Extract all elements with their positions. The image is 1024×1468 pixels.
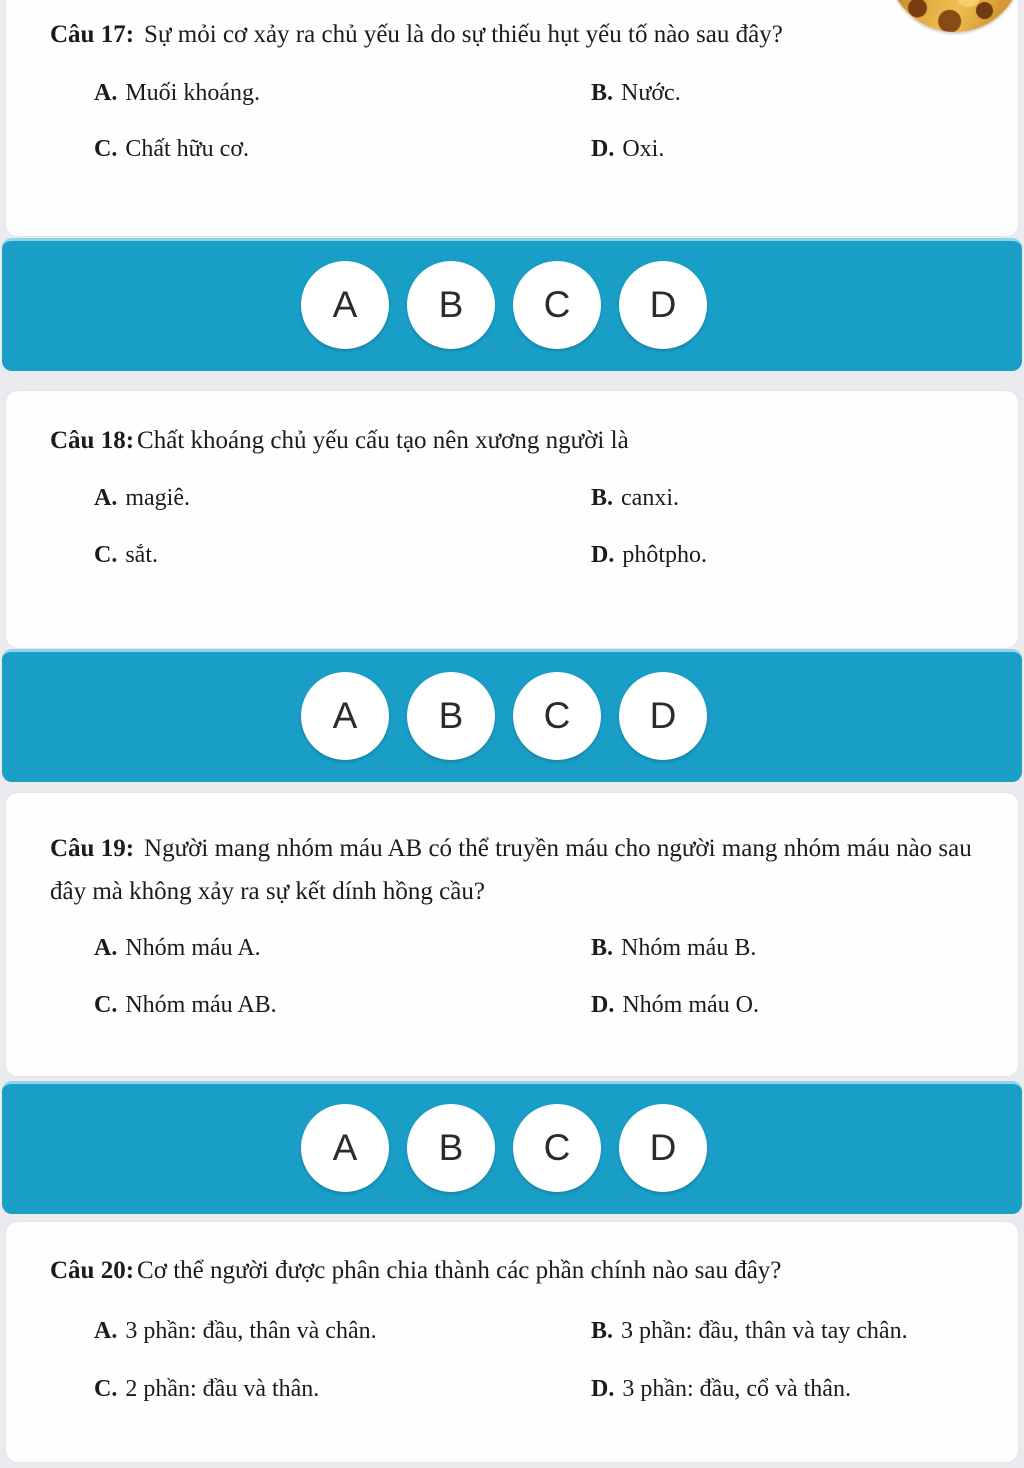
option-text: 3 phần: đầu, thân và tay chân. (621, 1318, 908, 1344)
answer-button-d[interactable]: D (619, 1104, 707, 1192)
answer-button-d[interactable]: D (619, 672, 707, 760)
option-c (94, 992, 277, 1019)
option-text: sắt. (125, 542, 159, 568)
option-text: Nhóm máu O. (622, 992, 759, 1018)
question-label-19: Câu 19: (50, 835, 135, 862)
option-text: Oxi. (622, 136, 665, 162)
option-b (591, 80, 681, 107)
option-d (591, 136, 664, 163)
option-a (94, 935, 261, 962)
option-letter: C. (94, 136, 118, 162)
question-card-17 (6, 0, 1018, 236)
options-row (6, 80, 1018, 114)
answer-button-b[interactable]: B (407, 672, 495, 760)
answer-button-a[interactable]: A (301, 672, 389, 760)
options-row (6, 1318, 1018, 1352)
option-text: Nước. (621, 80, 681, 106)
option-text: Nhóm máu AB. (125, 992, 277, 1018)
option-c (94, 136, 249, 163)
answer-button-b[interactable]: B (407, 1104, 495, 1192)
option-d (591, 542, 707, 569)
option-text: Nhóm máu B. (621, 935, 757, 961)
option-text: phôtpho. (622, 542, 708, 568)
option-text: canxi. (621, 485, 679, 511)
option-d (591, 992, 759, 1019)
question-text-20 (50, 1249, 982, 1292)
answer-button-d[interactable]: D (619, 261, 707, 349)
option-letter: B. (591, 1318, 614, 1344)
option-letter: C. (94, 1376, 118, 1402)
option-letter: A. (94, 485, 118, 511)
option-letter: A. (94, 80, 118, 106)
answer-button-c[interactable]: C (513, 1104, 601, 1192)
options-row (6, 136, 1018, 170)
question-text-19 (50, 827, 982, 913)
option-c (94, 1376, 319, 1403)
answer-button-a[interactable]: A (301, 1104, 389, 1192)
options-row (6, 485, 1018, 519)
answer-band-q19 (2, 1081, 1022, 1214)
question-body-17: Sự mỏi cơ xảy ra chủ yếu là do sự thiếu hụt yếu tố nào sau đây? (144, 21, 783, 48)
options-row (6, 992, 1018, 1026)
options-row (6, 935, 1018, 969)
question-text-17 (50, 13, 982, 56)
question-body-18: Chất khoáng chủ yếu cấu tạo nên xương người là (137, 427, 629, 454)
answer-band-q18 (2, 649, 1022, 782)
option-letter: D. (591, 136, 615, 162)
question-card-19 (6, 793, 1018, 1076)
question-body-20: Cơ thể người được phân chia thành các phần chính nào sau đây? (137, 1257, 782, 1284)
option-letter: D. (591, 992, 615, 1018)
option-letter: C. (94, 542, 118, 568)
option-letter: B. (591, 80, 614, 106)
answer-button-c[interactable]: C (513, 672, 601, 760)
option-b (591, 1318, 908, 1345)
option-text: Muối khoáng. (125, 80, 261, 106)
answer-button-a[interactable]: A (301, 261, 389, 349)
option-letter: B. (591, 935, 614, 961)
options-row (6, 542, 1018, 576)
option-letter: A. (94, 1318, 118, 1344)
question-card-18 (6, 391, 1018, 648)
option-text: 2 phần: đầu và thân. (125, 1376, 320, 1402)
answer-button-b[interactable]: B (407, 261, 495, 349)
option-letter: B. (591, 485, 614, 511)
option-letter: D. (591, 1376, 615, 1402)
options-row (6, 1376, 1018, 1410)
option-b (591, 485, 679, 512)
answer-button-c[interactable]: C (513, 261, 601, 349)
option-a (94, 80, 260, 107)
option-text: 3 phần: đầu, thân và chân. (125, 1318, 377, 1344)
question-text-18 (50, 419, 982, 462)
option-c (94, 542, 158, 569)
question-body-19: Người mang nhóm máu AB có thể truyền máu cho người mang nhóm máu nào sau đây mà không xảy ra sự kết dính hồng cầu? (50, 835, 972, 905)
option-letter: C. (94, 992, 118, 1018)
option-text: Chất hữu cơ. (125, 136, 250, 162)
option-d (591, 1376, 851, 1403)
option-letter: D. (591, 542, 615, 568)
question-label-17: Câu 17: (50, 21, 135, 48)
question-label-18: Câu 18: (50, 427, 135, 454)
option-a (94, 1318, 377, 1345)
option-a (94, 485, 190, 512)
option-b (591, 935, 756, 962)
option-text: Nhóm máu A. (125, 935, 261, 961)
option-text: magiê. (125, 485, 190, 511)
question-label-20: Câu 20: (50, 1257, 135, 1284)
question-card-20 (6, 1222, 1018, 1462)
option-letter: A. (94, 935, 118, 961)
answer-band-q17 (2, 238, 1022, 371)
option-text: 3 phần: đầu, cổ và thân. (622, 1376, 851, 1402)
